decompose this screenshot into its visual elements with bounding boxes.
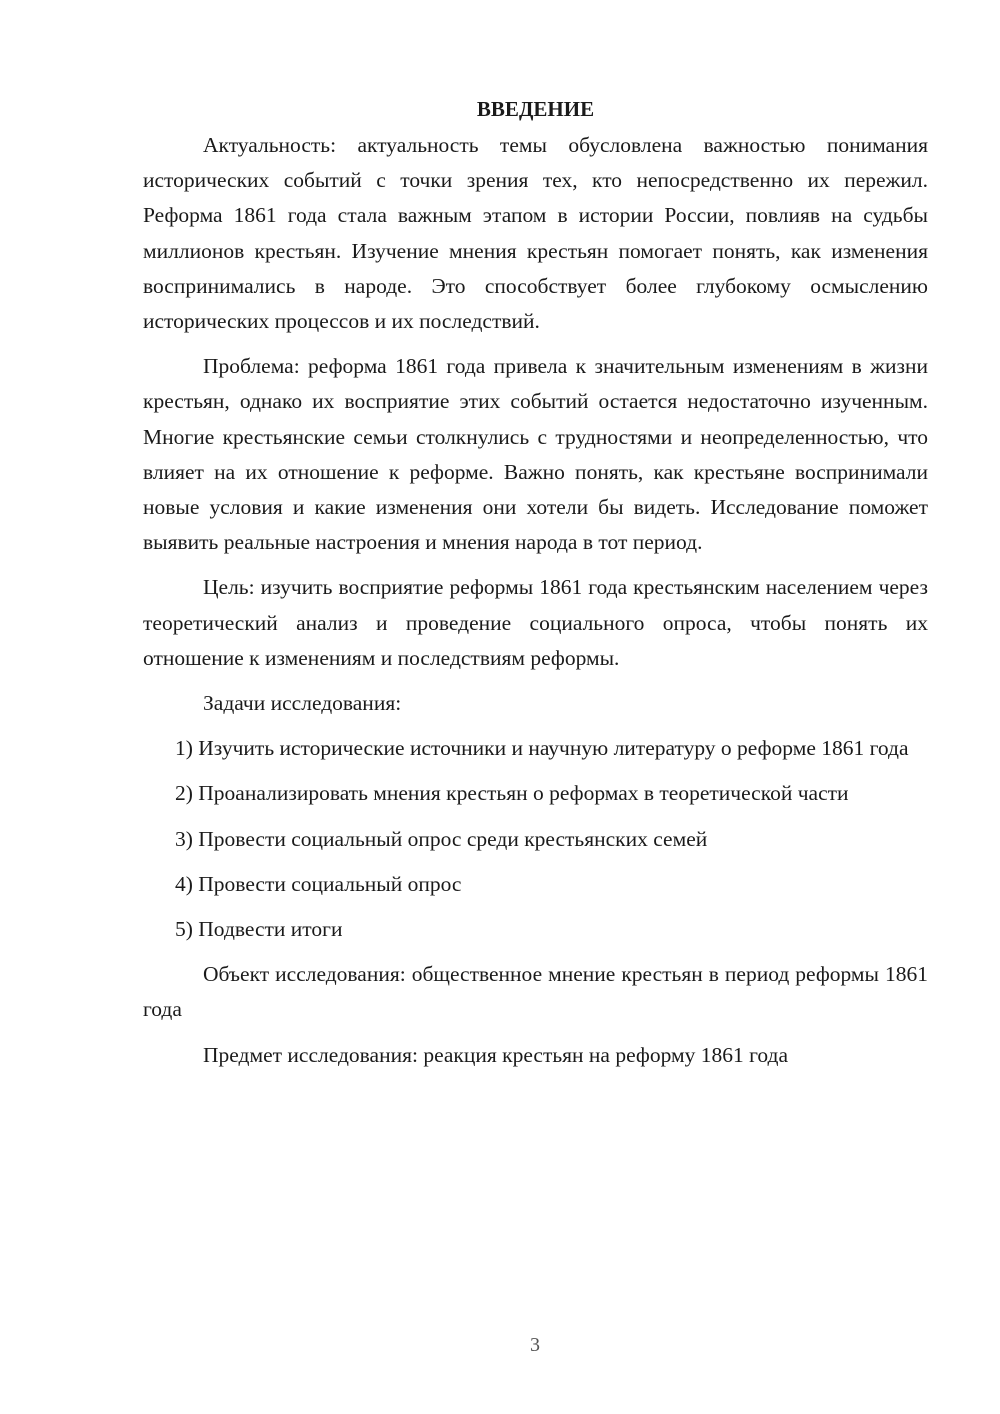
task-item-5: 5) Подвести итоги xyxy=(175,917,343,942)
task-item-2: 2) Проанализировать мнения крестьян о реформах в теоретической части xyxy=(175,781,849,806)
goal-paragraph: Цель: изучить восприятие реформы 1861 года крестьянским населением через теоретический анализ и проведение социального опроса, чтобы понять их отношение к изменениям и последствиям реформы. xyxy=(143,575,928,670)
task-item-3: 3) Провести социальный опрос среди крестьянских семей xyxy=(175,826,708,851)
object-paragraph: Объект исследования: общественное мнение крестьян в период реформы 1861 года xyxy=(143,962,928,1022)
task-item-1: 1) Изучить исторические источники и научную литературу о реформе 1861 года xyxy=(175,736,909,761)
document-page xyxy=(143,92,928,1083)
task-item-4: 4) Провести социальный опрос xyxy=(175,871,462,896)
page-title: ВВЕДЕНИЕ xyxy=(476,97,595,121)
page-number: 3 xyxy=(530,1334,540,1356)
relevance-paragraph: Актуальность: актуальность темы обусловлена важностью понимания исторических событий с точки зрения тех, кто непосредственно их пережил. Реформа 1861 года стала важным этапом в истории России, повлияв на судьбы миллионов крестьян. Изучение мнения крестьян помогает понять, как изменения воспринимались в народе. Это способствует более глубокому осмыслению исторических процессов и их последствий. xyxy=(143,133,928,334)
subject-paragraph: Предмет исследования: реакция крестьян на реформу 1861 года xyxy=(203,1042,789,1067)
tasks-heading: Задачи исследования: xyxy=(203,691,402,716)
problem-paragraph: Проблема: реформа 1861 года привела к значительным изменениям в жизни крестьян, однако их восприятие этих событий остается недостаточно изученным. Многие крестьянские семьи столкнулись с трудностями и неопределенностью, что влияет на их отношение к реформе. Важно понять, как крестьяне воспринимали новые условия и какие изменения они хотели бы видеть. Исследование поможет выявить реальные настроения и мнения народа в тот период. xyxy=(143,354,928,555)
